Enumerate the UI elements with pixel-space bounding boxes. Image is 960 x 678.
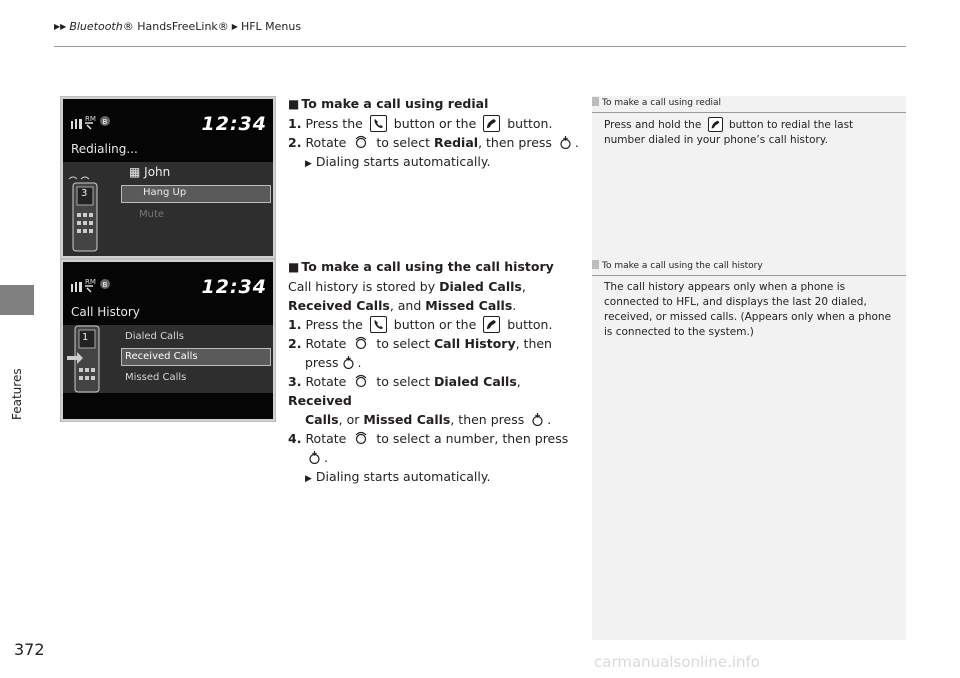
screen-badge: 3 [81, 188, 88, 199]
contact-name: John [144, 165, 171, 179]
selector-knob-icon [354, 336, 368, 350]
screen-menu-item: Mute [139, 209, 165, 220]
press-knob-icon [559, 136, 572, 149]
breadcrumb-arrow-icon: ▶▶ [54, 22, 67, 31]
result-arrow-icon: ▶ [305, 474, 312, 484]
breadcrumb [54, 20, 301, 33]
square-bullet-icon: ■ [288, 97, 300, 111]
section-heading: ■ To make a call using redial [288, 96, 489, 111]
note-heading: To make a call using the call history [592, 259, 906, 276]
call-history-screen-image [60, 259, 276, 422]
pickup-icon [483, 316, 500, 333]
step-result: ▶ Dialing starts automatically. [305, 469, 491, 484]
header-divider [54, 46, 906, 47]
press-knob-icon [342, 356, 355, 369]
note-heading: To make a call using redial [592, 96, 906, 113]
note-marker-icon [592, 97, 599, 106]
screen-menu-item: Missed Calls [125, 372, 187, 383]
step-result: ▶ Dialing starts automatically. [305, 154, 491, 169]
notes-column [592, 96, 906, 640]
signal-status-icon [69, 274, 129, 296]
redial-section [288, 94, 584, 174]
screen-menu-item: Dialed Calls [125, 331, 184, 342]
result-arrow-icon: ▶ [305, 159, 312, 169]
note-marker-icon [592, 260, 599, 269]
breadcrumb-item[interactable]: ® HandsFreeLink® [122, 20, 229, 33]
press-knob-icon [308, 451, 321, 464]
screen-contact [129, 165, 170, 179]
pickup-icon [483, 115, 500, 132]
chapter-label-text: Features [10, 368, 24, 420]
chapter-label [10, 362, 24, 452]
press-knob-icon [531, 413, 544, 426]
screen-clock: 12:34 [201, 276, 267, 298]
phone-handset-icon [370, 115, 387, 132]
screen-menu-item: Received Calls [125, 351, 198, 362]
step: 4. Rotate to select a number, then press . [288, 431, 569, 465]
page-number: 372 [14, 640, 45, 659]
note-body: Press and hold the button to redial the last number dialed in your phone’s call history. [604, 119, 854, 146]
chapter-tab [0, 285, 34, 315]
screen-title: Redialing... [71, 142, 138, 156]
redial-screen-image [60, 96, 276, 259]
breadcrumb-item[interactable]: HFL Menus [240, 20, 302, 33]
selector-knob-icon [354, 374, 368, 388]
step: 3. Rotate to select Dialed Calls, Received Calls, or Missed Calls, then press . [288, 374, 552, 427]
contact-icon: ▦ [129, 165, 145, 179]
screen-menu-item: Hang Up [143, 187, 187, 198]
watermark: carmanualsonline.info [594, 653, 760, 671]
call-history-section [288, 257, 584, 489]
screen-badge: 1 [82, 332, 89, 343]
screen-title: Call History [71, 305, 140, 319]
section-heading: ■ To make a call using the call history [288, 259, 554, 274]
phone-handset-icon [370, 316, 387, 333]
svg-text:RM: RM [85, 115, 96, 123]
signal-status-icon [69, 111, 129, 133]
step: 2. Rotate to select Call History, then press . [288, 336, 552, 370]
breadcrumb-arrow-icon: ▶ [231, 22, 238, 31]
svg-text:RM: RM [85, 278, 96, 286]
svg-text:B: B [102, 118, 108, 126]
step: 1. Press the button or the button. [288, 317, 553, 332]
breadcrumb-item[interactable]: Bluetooth [69, 20, 123, 33]
phone-graphic-icon [67, 169, 107, 255]
pickup-icon [708, 117, 723, 132]
selector-knob-icon [354, 135, 368, 149]
screen-clock: 12:34 [201, 113, 267, 135]
svg-text:B: B [102, 281, 108, 289]
selector-knob-icon [354, 431, 368, 445]
square-bullet-icon: ■ [288, 260, 300, 274]
step: 2. Rotate to select Redial, then press . [288, 135, 579, 150]
intro-text: Call history is stored by Dialed Calls, Received Calls, and Missed Calls. [288, 279, 526, 313]
note-body: The call history appears only when a phone is connected to HFL, and displays the last 20 dialed, received, or missed calls. (Appears only when a phone is connected to the system.) [604, 281, 892, 338]
step: 1. Press the button or the button. [288, 116, 553, 131]
